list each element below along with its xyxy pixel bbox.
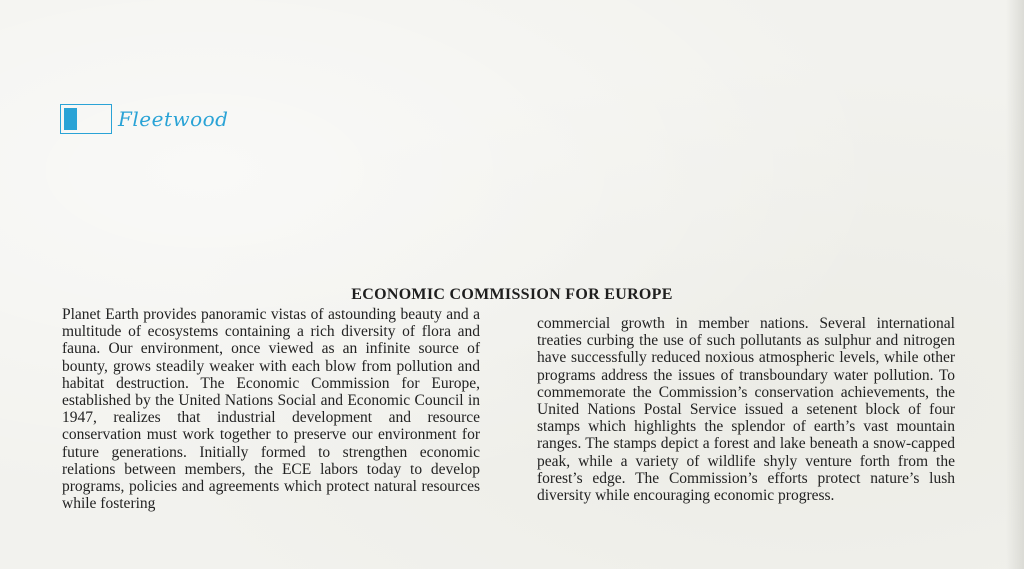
brand-name: Fleetwood (118, 107, 229, 131)
paragraph-left: Planet Earth provides panoramic vistas of astounding beauty and a multitude of ecosystems containing a rich diversity of flora and fauna. Our environment, once viewed as an infinite source of bounty, grows steadily weaker with each blow from pollution and habitat destruction. The Economic Commission for Europe, established by the United Nations Social and Economic Council in 1947, realizes that industrial development and resource conservation must work together to preserve our environment for future generations. Initially formed to strengthen economic relations between members, the ECE labors today to develop programs, policies and agreements which protect natural resources while fostering (62, 306, 480, 513)
text-column-left (62, 306, 480, 512)
envelope-edge-shadow (1006, 0, 1024, 569)
fleetwood-logo (60, 104, 229, 134)
fleetwood-logo-icon (60, 104, 112, 134)
document-title: ECONOMIC COMMISSION FOR EUROPE (351, 286, 673, 303)
text-column-right (537, 315, 955, 504)
paragraph-right: commercial growth in member nations. Several international treaties curbing the use of such pollutants as sulphur and nitrogen have successfully reduced noxious atmospheric levels, while other programs address the issues of transboundary water pollution. To commemorate the Commission’s conservation achievements, the United Nations Postal Service issued a setenent block of four stamps which highlights the splendor of earth’s vast mountain ranges. The stamps depict a forest and lake beneath a snow-capped peak, while a variety of wildlife shyly venture forth from the forest’s edge. The Commission’s efforts protect nature’s lush diversity while encouraging economic progress. (537, 315, 955, 505)
logo-fill-block (64, 108, 77, 130)
